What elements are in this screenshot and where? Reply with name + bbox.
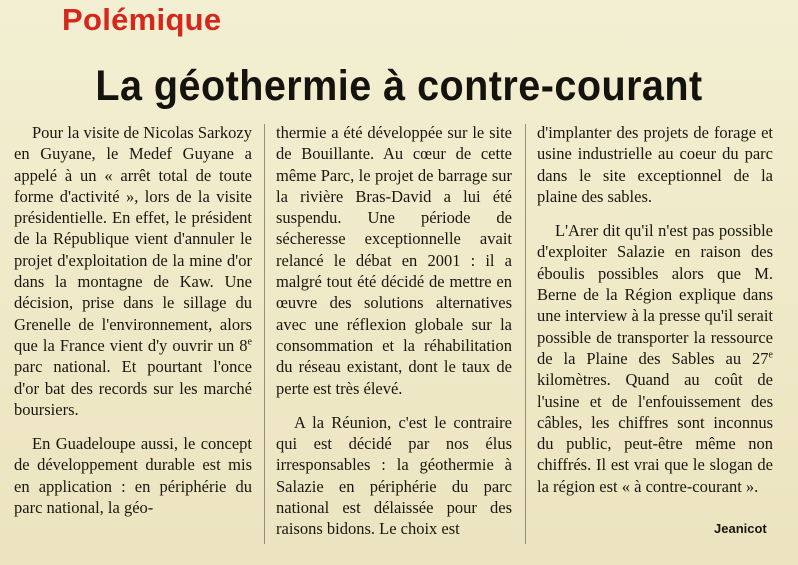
column-divider [525,124,526,544]
ordinal-suffix: e [247,336,252,348]
paragraph-text: kilomètres. Quand au coût de l'usine et de l'enfouissement des câbles, les chiffres sont inconnus du public, peut-être même non chiffrés. Il est vrai que le slogan de la région est « à contre-courant ». [537,370,773,496]
ordinal-suffix: e [768,349,773,361]
paragraph-text: L'Arer dit qu'il n'est pas possible d'exploiter Salazie en raison des éboulis possibles alors que M. Berne de la Région explique dans une interview à la presse qu'il serait possible de transporter la ressource de la Plaine des Sables au 27 [537,221,773,368]
paragraph: En Guadeloupe aussi, le concept de développement durable est mis en application : en périphérie du parc national, la géo- [14,434,252,518]
article-column-2 [276,122,512,540]
paragraph-text: parc national. Et pourtant l'once d'or bat des records sur les marché boursiers. [14,357,252,419]
article-headline: La géothermie à contre-courant [95,62,703,110]
paragraph: thermie a été développée sur le site de Bouillante. Au cœur de cette même Parc, le projet de barrage sur la rivière Bras-David a lui été suspendu. Une période de sécheresse exceptionnelle avait relancé le débat en 2001 : il a malgré tout été décidé de mettre en œuvre des solutions alternatives avec une réflexion globale sur la consommation et la réhabilitation du réseau existant, dont le taux de perte est très élevé. [276,123,512,398]
article-column-3 [537,122,773,497]
column-divider [264,124,265,544]
paragraph [14,122,252,420]
paragraph: A la Réunion, c'est le contraire qui est décidé par nos élus irresponsables : la géothermie à Salazie en périphérie du parc national est délaissée pour des raisons bidons. Le choix est [276,412,512,539]
section-rubric: Polémique [62,2,222,37]
paragraph [537,220,773,497]
author-signature: Jeanicot [714,521,767,536]
paragraph: d'implanter des projets de forage et usine industrielle au coeur du parc dans le site exceptionnel de la plaine des sables. [537,123,773,206]
paragraph-text: Pour la visite de Nicolas Sarkozy en Guyane, le Medef Guyane a appelé à un « arrêt total de toute forme d'activité », lors de la visite présidentielle. En effet, le président de la République vient d'annuler le projet d'exploitation de la mine d'or dans la montagne de Kaw. Une décision, prise dans le sillage du Grenelle de l'environnement, alors que la France vient d'y ouvrir un 8 [14,123,252,355]
article-column-1 [14,122,252,518]
